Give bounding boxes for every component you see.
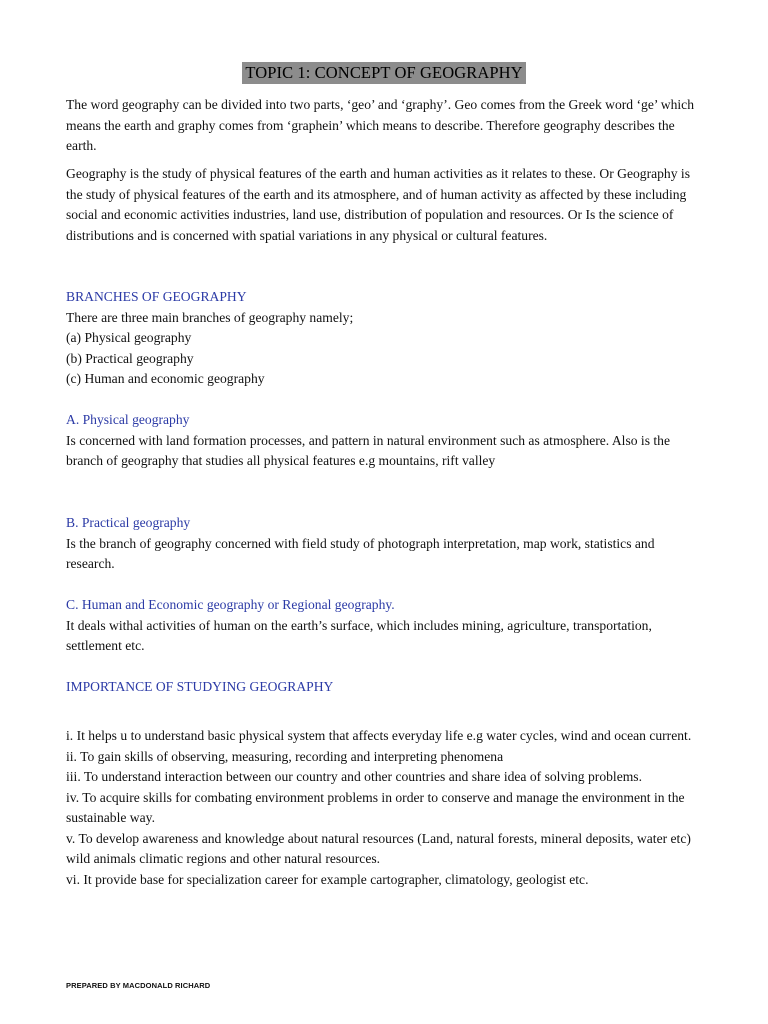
footer-credit: PREPARED BY MACDONALD RICHARD <box>66 981 211 990</box>
human-heading: C. Human and Economic geography or Regional geography. <box>66 597 395 612</box>
physical-section <box>66 410 706 472</box>
intro-text-2: Geography is the study of physical features of the earth and human activities as it relates to these. Or Geography is the study of physical features of the earth and its atmosphere, and of human activity as affected by these including social and economic activities industries, land use, distribution of population and resources. Or Is the science of distributions and is concerned with spatial variations in any physical or cultural features. <box>66 166 690 243</box>
importance-heading: IMPORTANCE OF STUDYING GEOGRAPHY <box>66 679 334 694</box>
branch-item: (c) Human and economic geography <box>66 371 265 386</box>
intro-paragraph-2 <box>66 164 706 246</box>
human-section <box>66 595 706 657</box>
branches-section <box>66 287 706 390</box>
importance-item: iv. To acquire skills for combating environment problems in order to conserve and manage the environment in the sustainable way. <box>66 789 685 825</box>
human-text: It deals withal activities of human on the earth’s surface, which includes mining, agriculture, transportation, settlement etc. <box>66 617 652 653</box>
importance-item: iii. To understand interaction between our country and other countries and share idea of solving problems. <box>66 769 642 784</box>
page-title: TOPIC 1: CONCEPT OF GEOGRAPHY <box>242 62 525 84</box>
physical-heading: A. Physical geography <box>66 412 190 427</box>
branches-heading: BRANCHES OF GEOGRAPHY <box>66 289 247 304</box>
intro-paragraph-1 <box>66 95 706 157</box>
importance-list <box>66 726 706 890</box>
practical-section <box>66 513 706 575</box>
title-wrap <box>0 62 768 84</box>
practical-text: Is the branch of geography concerned with field study of photograph interpretation, map work, statistics and research. <box>66 535 655 571</box>
importance-item: v. To develop awareness and knowledge about natural resources (Land, natural forests, mineral deposits, water etc) wild animals climatic regions and other natural resources. <box>66 830 691 866</box>
branch-item: (b) Practical geography <box>66 350 194 366</box>
physical-text: Is concerned with land formation processes, and pattern in natural environment such as atmosphere. Also is the branch of geography that studies all physical features e.g mountains, rift valley <box>66 432 670 468</box>
intro-text-1: The word geography can be divided into two parts, ‘geo’ and ‘graphy’. Geo comes from the Greek word ‘ge’ which means the earth and graphy comes from ‘graphein’ which means to describe. Therefore geography describes the earth. <box>66 97 694 153</box>
practical-heading: B. Practical geography <box>66 515 191 530</box>
importance-heading-block <box>66 677 706 698</box>
importance-item: i. It helps u to understand basic physical system that affects everyday life e.g water cycles, wind and ocean current. <box>66 728 692 743</box>
importance-item: ii. To gain skills of observing, measuring, recording and interpreting phenomena <box>66 748 504 764</box>
branch-item: (a) Physical geography <box>66 330 192 345</box>
importance-item: vi. It provide base for specialization career for example cartographer, climatology, geologist etc. <box>66 871 589 887</box>
branches-lead: There are three main branches of geography namely; <box>66 309 354 325</box>
